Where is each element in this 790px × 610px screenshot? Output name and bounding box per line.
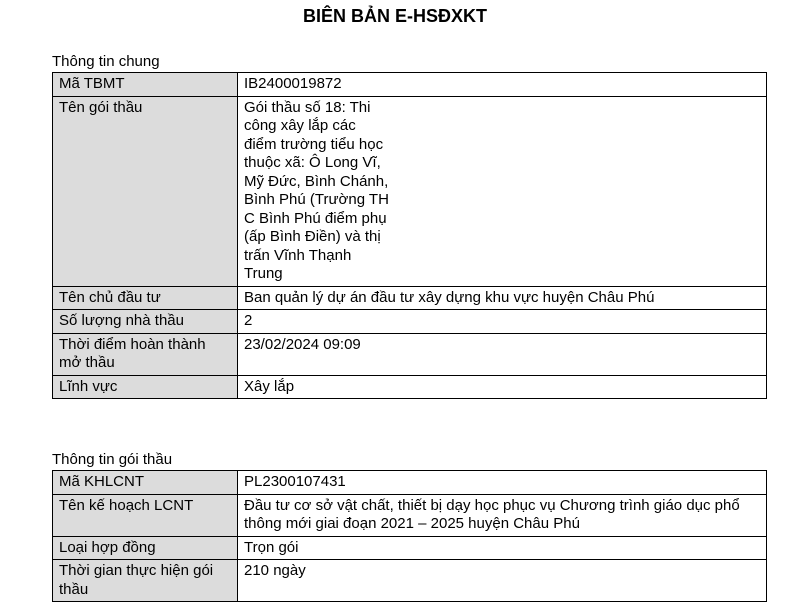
- table-row: [53, 536, 767, 560]
- row-label: Tên kế hoạch LCNT: [53, 494, 238, 536]
- row-value: 210 ngày: [238, 560, 767, 602]
- table-row: [53, 333, 767, 375]
- row-value: Xây lắp: [238, 375, 767, 399]
- row-value: 2: [238, 310, 767, 334]
- table-row: [53, 286, 767, 310]
- row-label: Tên gói thầu: [53, 96, 238, 286]
- package-info-table: [52, 470, 767, 602]
- table-row: [53, 310, 767, 334]
- row-value: PL2300107431: [238, 471, 767, 495]
- row-label: Mã KHLCNT: [53, 471, 238, 495]
- row-value: Ban quản lý dự án đầu tư xây dựng khu vực huyện Châu Phú: [238, 286, 767, 310]
- table-row: [53, 73, 767, 97]
- table-row: [53, 96, 767, 286]
- row-label: Loại hợp đồng: [53, 536, 238, 560]
- row-label: Mã TBMT: [53, 73, 238, 97]
- section-heading-package-info: Thông tin gói thầu: [52, 451, 173, 468]
- row-value: Trọn gói: [238, 536, 767, 560]
- table-row: [53, 494, 767, 536]
- section-heading-general-info: Thông tin chung: [52, 53, 160, 70]
- table-row: [53, 560, 767, 602]
- row-label: Tên chủ đầu tư: [53, 286, 238, 310]
- row-value: IB2400019872: [238, 73, 767, 97]
- row-value: Gói thầu số 18: Thi công xây lắp các điểm trường tiểu học thuộc xã: Ô Long Vĩ, Mỹ Đức, Bình Chánh, Bình Phú (Trường TH C Bình Phú điểm phụ (ấp Bình Điền) và thị trấn Vĩnh Thạnh Trung: [244, 98, 389, 282]
- row-label: Số lượng nhà thầu: [53, 310, 238, 334]
- row-value-wrapper: [238, 96, 767, 286]
- general-info-table: [52, 72, 767, 399]
- document-title: BIÊN BẢN E-HSĐXKT: [302, 6, 487, 26]
- table-row: [53, 471, 767, 495]
- row-label: Thời điểm hoàn thành mở thầu: [53, 333, 238, 375]
- row-label: Lĩnh vực: [53, 375, 238, 399]
- row-value: Đầu tư cơ sở vật chất, thiết bị dạy học phục vụ Chương trình giáo dục phổ thông mới giai đoạn 2021 – 2025 huyện Châu Phú: [238, 494, 767, 536]
- row-label: Thời gian thực hiện gói thầu: [53, 560, 238, 602]
- table-row: [53, 375, 767, 399]
- row-value: 23/02/2024 09:09: [238, 333, 767, 375]
